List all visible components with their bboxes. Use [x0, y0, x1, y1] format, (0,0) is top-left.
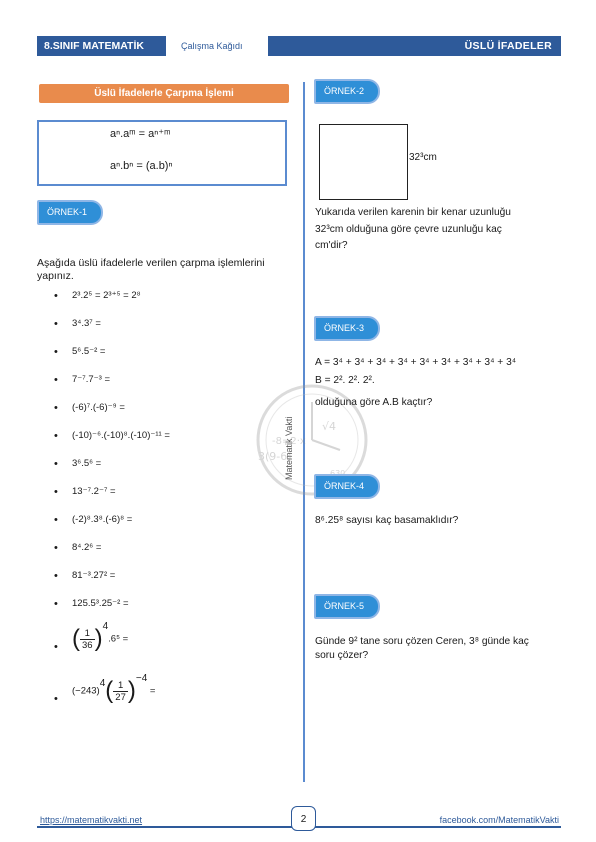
example-2-badge: ÖRNEK-2 [314, 79, 380, 104]
topic-header: ÜSLÜ İFADELER [268, 36, 561, 56]
example-2-text: cm'dir? [315, 240, 348, 251]
example-3-line: B = 2². 2². 2². [315, 375, 375, 386]
website-link[interactable]: https://matematikvakti.net [40, 815, 143, 825]
example-2-text: 32³cm olduğuna göre çevre uzunluğu kaç [315, 224, 502, 235]
fraction: $\frac{1}{36}$ [82, 627, 93, 651]
facebook-link[interactable]: facebook.com/MatematikVakti [439, 815, 559, 825]
section-title: Üslü İfadelerle Çarpma İşlemi [39, 84, 289, 103]
example-3-badge: ÖRNEK-3 [314, 316, 380, 341]
rule-product-same-base: aⁿ.aᵐ = aⁿ⁺ᵐ [110, 128, 171, 140]
page-number: 2 [291, 806, 316, 831]
example-5-badge: ÖRNEK-5 [314, 594, 380, 619]
example-1-badge: ÖRNEK-1 [37, 200, 103, 225]
subject-header: 8.SINIF MATEMATİK [37, 36, 166, 56]
example-4-question: 8⁶.25⁸ sayısı kaç basamaklıdır? [315, 515, 459, 526]
example-1-instructions: Aşağıda üslü ifadelerle verilen çarpma işlemlerini yapınız. [37, 257, 265, 282]
example-4-badge: ÖRNEK-4 [314, 474, 380, 499]
example-5-question: soru çözer? [315, 650, 369, 661]
example-5-question: Günde 9² tane soru çözen Ceren, 3⁸ günde kaç [315, 636, 529, 647]
rule-product-same-exponent: aⁿ.bⁿ = (a.b)ⁿ [110, 160, 173, 172]
square-side-label: 32³cm [409, 152, 437, 163]
example-3-question: olduğuna göre A.B kaçtır? [315, 397, 433, 408]
svg-text:3(9-6): 3(9-6) [258, 450, 292, 463]
svg-text:√4: √4 [322, 420, 337, 433]
fraction: $\frac{1}{27}$ [115, 679, 126, 703]
watermark-text: Matematik Vakti [284, 416, 294, 480]
example-2-text: Yukarıda verilen karenin bir kenar uzunluğu [315, 207, 511, 218]
square-figure [319, 124, 408, 200]
example-3-line: A = 3⁴ + 3⁴ + 3⁴ + 3⁴ + 3⁴ + 3⁴ + 3⁴ + 3⁴ + 3⁴ [315, 357, 517, 368]
worksheet-label: Çalışma Kağıdı [181, 41, 243, 51]
svg-text:-8=2·x: -8=2·x [272, 436, 306, 447]
